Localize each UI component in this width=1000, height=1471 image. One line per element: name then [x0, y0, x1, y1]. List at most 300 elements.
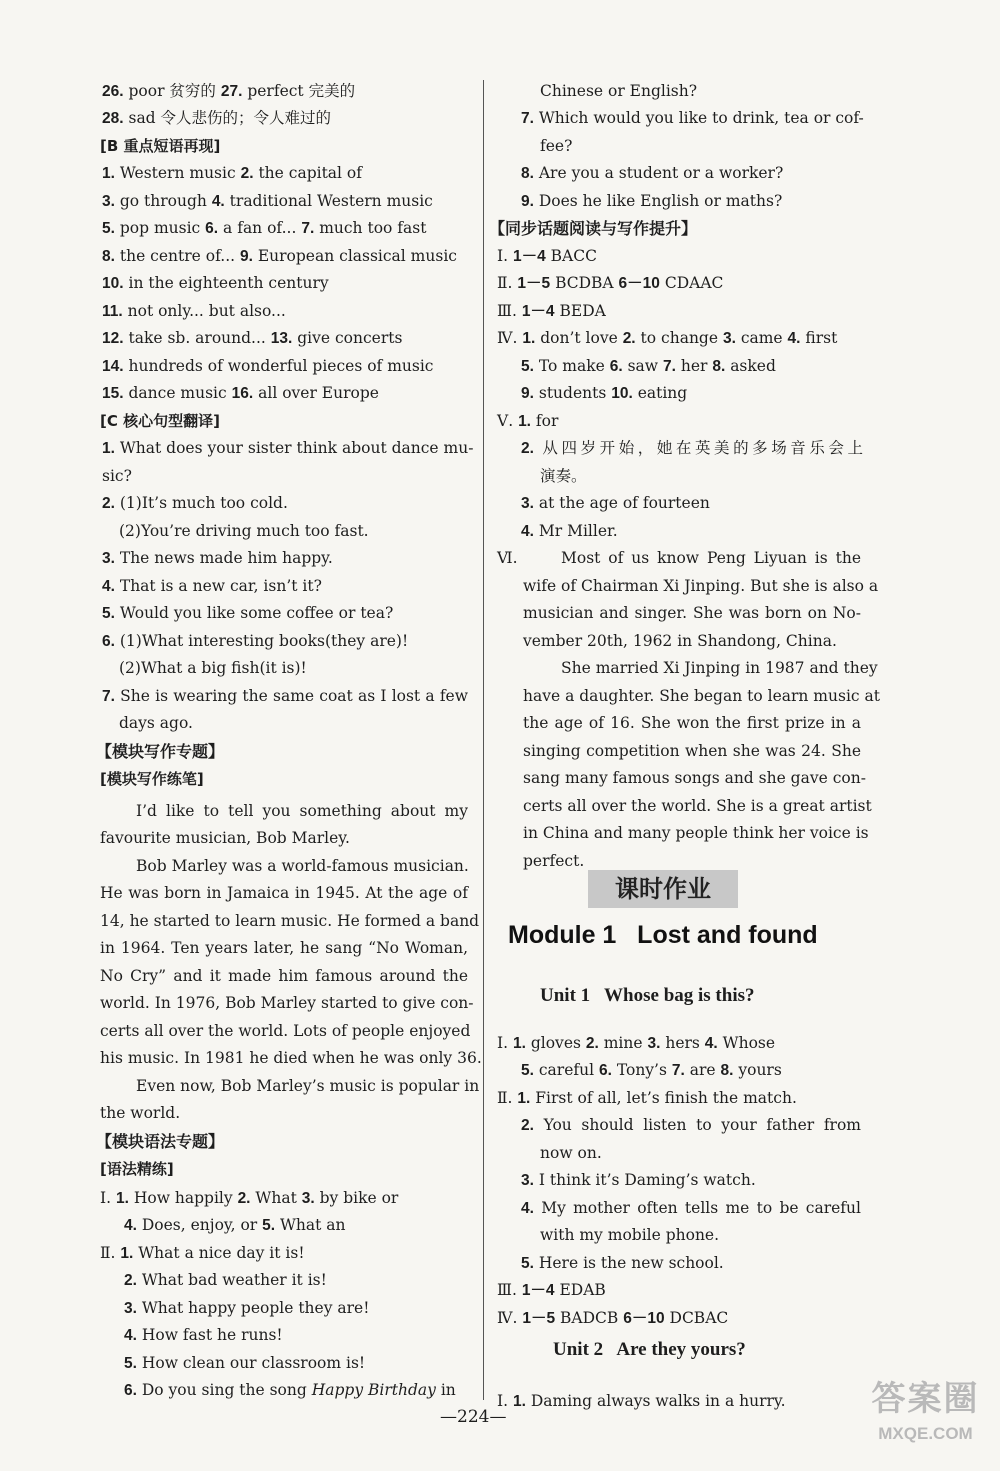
item-number: 3. — [722, 330, 736, 347]
text-span: the world. — [100, 1104, 181, 1122]
text-span: Ⅰ. — [497, 247, 513, 265]
text-line — [100, 825, 350, 852]
item-number: 9. — [521, 385, 534, 402]
text-line — [102, 628, 408, 655]
text-span: traditional Western music — [224, 192, 433, 210]
text-span: BADCB — [555, 1309, 624, 1327]
text-line — [124, 1212, 346, 1239]
text-line — [523, 573, 879, 600]
text-span: How clean our classroom is! — [136, 1354, 366, 1372]
text-span: [模块写作练笔] — [100, 770, 204, 788]
text-span: What does your sister think about dance mu- — [114, 439, 474, 457]
text-line — [523, 820, 869, 847]
text-line — [523, 738, 861, 765]
section-title: 课时作业 — [588, 870, 738, 908]
watermark-logo-text: 答案圈 — [871, 1380, 980, 1418]
item-number: 7. — [662, 358, 676, 375]
text-span: What a nice day it is! — [133, 1244, 305, 1262]
item-number: 8. — [712, 358, 726, 375]
item-number: 5. — [102, 220, 115, 237]
text-line — [124, 1377, 456, 1404]
item-number: 3. — [124, 1300, 137, 1317]
text-span: Ⅱ. — [497, 274, 518, 292]
item-number: 1. — [115, 1190, 129, 1207]
text-span: Daming always walks in a hurry. — [525, 1392, 786, 1410]
text-span: with my mobile phone. — [540, 1226, 720, 1244]
text-line — [540, 78, 697, 105]
text-span: (1)What interesting books(they are)! — [114, 632, 409, 650]
text-line — [100, 1018, 471, 1045]
text-span: EDAB — [554, 1281, 606, 1299]
text-line — [561, 655, 878, 682]
text-span: European classical music — [252, 247, 457, 265]
item-number: 26. — [102, 83, 124, 100]
item-number: 14. — [102, 358, 124, 375]
text-span: first — [800, 329, 838, 347]
text-line — [540, 1222, 719, 1249]
item-number: 4. — [124, 1217, 137, 1234]
text-span: Ⅱ. — [100, 1244, 121, 1262]
text-line — [521, 1195, 861, 1222]
text-line — [124, 1295, 369, 1322]
item-number: 4. — [521, 1200, 534, 1217]
text-span: 【同步话题阅读与写作提升】 — [489, 219, 698, 238]
text-span: Ⅳ. — [497, 1309, 523, 1327]
text-line — [102, 325, 402, 352]
page-number: —224— — [440, 1407, 507, 1427]
text-span: BCDBA — [550, 274, 619, 292]
text-line — [521, 160, 783, 187]
item-number: 2. — [124, 1272, 137, 1289]
text-span: Ⅴ. — [497, 412, 519, 430]
text-span: 演奏。 — [540, 467, 587, 485]
text-line — [102, 435, 474, 462]
text-span: much too fast — [314, 219, 427, 237]
text-line — [102, 490, 288, 517]
item-number: 2. — [102, 495, 115, 512]
text-span: No Cry” and it made him famous around the — [100, 967, 468, 985]
text-line — [521, 188, 782, 215]
text-line — [521, 1250, 724, 1277]
text-span: eating — [632, 384, 688, 402]
text-line — [523, 710, 861, 737]
text-line — [100, 766, 204, 793]
text-span: the age of 16. She won the first prize in a — [523, 714, 861, 732]
item-number: 6. — [609, 358, 623, 375]
text-span: Ⅰ. — [497, 1034, 513, 1052]
text-span: He was born in Jamaica in 1945. At the age of — [100, 884, 468, 902]
text-line — [523, 683, 880, 710]
text-line — [497, 298, 606, 325]
text-span: BEDA — [554, 302, 606, 320]
item-number: 1. — [512, 1035, 526, 1052]
item-number: 1－4 — [512, 248, 546, 265]
item-number: 3. — [102, 193, 115, 210]
text-span: Ⅰ. — [100, 1189, 116, 1207]
text-span: She is wearing the same coat as I lost a few — [114, 687, 468, 705]
text-line — [540, 463, 587, 490]
item-number: 7. — [102, 688, 115, 705]
text-span: her — [675, 357, 713, 375]
text-span: First of all, let’s finish the match. — [530, 1089, 797, 1107]
text-span: Would you like some coffee or tea? — [114, 604, 394, 622]
text-span: (1)It’s much too cold. — [114, 494, 288, 512]
text-line — [102, 105, 331, 132]
text-line — [136, 853, 468, 880]
text-span: in China and many people think her voice is — [523, 824, 869, 842]
text-span: Ⅰ. — [497, 1392, 513, 1410]
text-span: Does, enjoy, or — [136, 1216, 263, 1234]
item-number: 7. — [301, 220, 315, 237]
text-span: don’t love — [535, 329, 623, 347]
text-line — [497, 325, 837, 352]
item-number: 3. — [521, 495, 534, 512]
text-span: perfect 完美的 — [242, 82, 356, 100]
text-line — [521, 435, 863, 462]
text-span: 【模块语法专题】 — [96, 1132, 225, 1151]
text-line — [102, 298, 286, 325]
item-number: 5. — [521, 1062, 534, 1079]
text-span: What bad weather it is! — [136, 1271, 327, 1289]
text-span: Mr Miller. — [533, 522, 618, 540]
text-line — [497, 1388, 786, 1415]
text-span: Ⅱ. — [497, 1089, 518, 1107]
text-line — [124, 1267, 327, 1294]
text-span: perfect. — [523, 852, 585, 870]
text-span: saw — [622, 357, 663, 375]
text-span: What an — [275, 1216, 346, 1234]
text-span: I think it’s Daming’s watch. — [533, 1171, 756, 1189]
text-line — [100, 1156, 174, 1183]
text-span: the centre of... — [114, 247, 240, 265]
item-number: 15. — [102, 385, 124, 402]
text-span: Ⅲ. — [497, 302, 522, 320]
text-span: certs all over the world. Lots of people enjoyed — [100, 1022, 471, 1040]
text-span: Do you sing the song — [136, 1381, 312, 1399]
text-span: a fan of... — [218, 219, 302, 237]
text-span: How fast he runs! — [136, 1326, 283, 1344]
text-span: fee? — [540, 137, 573, 155]
text-line — [102, 463, 132, 490]
text-span: To make — [533, 357, 610, 375]
text-line — [521, 380, 687, 407]
text-line — [489, 215, 697, 242]
text-span: Tony’s — [611, 1061, 672, 1079]
text-line — [561, 545, 861, 572]
text-span: came — [735, 329, 788, 347]
text-line — [100, 963, 468, 990]
text-line — [136, 1073, 480, 1100]
text-span: I’d like to tell you something about my — [136, 802, 468, 820]
text-span: to change — [635, 329, 723, 347]
item-number: 4. — [124, 1327, 137, 1344]
text-span: That is a new car, isn’t it? — [114, 577, 322, 595]
text-span: wife of Chairman Xi Jinping. But she is also a — [523, 577, 879, 595]
text-span: in the eighteenth century — [123, 274, 329, 292]
text-span: Ⅲ. — [497, 1281, 522, 1299]
text-line — [521, 490, 710, 517]
text-span: hers — [660, 1034, 705, 1052]
item-number: 7. — [671, 1062, 685, 1079]
item-number: 1. — [517, 1090, 531, 1107]
item-number: 4. — [704, 1035, 718, 1052]
item-number: 1. — [518, 413, 531, 430]
text-line — [124, 1350, 365, 1377]
text-line — [102, 243, 457, 270]
text-span: the capital of — [253, 164, 362, 182]
text-span: pop music — [114, 219, 206, 237]
text-line — [100, 908, 480, 935]
text-span: The news made him happy. — [114, 549, 333, 567]
item-number: 2. — [622, 330, 636, 347]
item-number: 4. — [211, 193, 225, 210]
text-line — [100, 408, 220, 435]
text-span: Are you a student or a worker? — [533, 164, 784, 182]
item-number: 4. — [102, 578, 115, 595]
item-number: 6. — [102, 633, 115, 650]
text-span: careful — [533, 1061, 599, 1079]
text-span: Ⅳ. — [497, 329, 523, 347]
text-line — [497, 243, 597, 270]
item-number: 4. — [787, 330, 801, 347]
text-span: How happily — [128, 1189, 238, 1207]
item-number: 3. — [521, 1172, 534, 1189]
item-number: 2. — [521, 440, 534, 457]
text-span: favourite musician, Bob Marley. — [100, 829, 350, 847]
text-line — [497, 270, 723, 297]
item-number: 6. — [124, 1382, 137, 1399]
text-span: 14, he started to learn music. He formed a band — [100, 912, 480, 930]
text-span: She married Xi Jinping in 1987 and they — [561, 659, 878, 677]
item-number: 27. — [220, 83, 243, 100]
text-span: go through — [114, 192, 212, 210]
text-span: mine — [598, 1034, 648, 1052]
module-title: Module 1 Lost and found — [508, 921, 818, 949]
item-number: 7. — [521, 110, 534, 127]
text-span: sad 令人悲伤的；令人难过的 — [123, 109, 332, 127]
item-number: 11. — [102, 303, 123, 320]
item-number: 8. — [102, 248, 115, 265]
text-span: [语法精练] — [100, 1160, 174, 1178]
item-number: 5. — [521, 1255, 534, 1272]
text-line — [102, 683, 468, 710]
item-number: 1. — [120, 1245, 134, 1262]
text-line — [497, 545, 518, 572]
text-line — [100, 133, 220, 160]
text-span: CDAAC — [659, 274, 724, 292]
item-number: 12. — [102, 330, 124, 347]
text-line — [521, 1167, 756, 1194]
text-span: take sb. around... — [123, 329, 271, 347]
text-line — [523, 848, 584, 875]
text-span: (2)You’re driving much too fast. — [119, 522, 369, 540]
text-span: Which would you like to drink, tea or cof- — [533, 109, 864, 127]
text-line — [102, 573, 322, 600]
text-line — [102, 353, 434, 380]
text-span: world. In 1976, Bob Marley started to give con- — [100, 994, 474, 1012]
text-span: BACC — [545, 247, 597, 265]
text-line — [100, 1240, 305, 1267]
text-span: Whose — [717, 1034, 776, 1052]
watermark-url: MXQE.COM — [878, 1424, 973, 1443]
text-span: What — [250, 1189, 302, 1207]
item-number: 10. — [611, 385, 633, 402]
text-line — [523, 600, 861, 627]
text-span: 从四岁开始，她在英美的多场音乐会上 — [533, 439, 863, 457]
item-number: 4. — [521, 523, 534, 540]
text-span: You should listen to your father from — [533, 1116, 861, 1134]
text-span: now on. — [540, 1144, 602, 1162]
item-number: 2. — [240, 165, 254, 182]
text-line — [497, 1085, 797, 1112]
item-number: 10. — [102, 275, 124, 292]
unit1-title: Unit 1 Whose bag is this? — [540, 985, 755, 1006]
item-number: 2. — [585, 1035, 599, 1052]
text-span: (2)What a big fish(it is)! — [119, 659, 307, 677]
text-line — [497, 1030, 775, 1057]
item-number: 3. — [301, 1190, 315, 1207]
text-span: at the age of fourteen — [533, 494, 710, 512]
text-line — [540, 1140, 602, 1167]
text-line — [102, 188, 433, 215]
text-span: My mother often tells me to be careful — [533, 1199, 861, 1217]
text-span: sic? — [102, 467, 132, 485]
item-number: 13. — [270, 330, 293, 347]
text-line — [523, 765, 866, 792]
item-number: 6－10 — [623, 1310, 665, 1327]
item-number: 1. — [512, 1393, 526, 1410]
item-number: 1. — [522, 330, 536, 347]
text-line — [100, 1045, 482, 1072]
text-span: certs all over the world. She is a great artist — [523, 797, 872, 815]
text-line — [102, 160, 362, 187]
text-span: DCBAC — [664, 1309, 729, 1327]
item-number: 8. — [521, 165, 534, 182]
text-span: Western music — [114, 164, 241, 182]
text-span: for — [531, 412, 559, 430]
item-number: 6－10 — [618, 275, 660, 292]
item-number: 6. — [205, 220, 219, 237]
item-number: 2. — [521, 1117, 534, 1134]
text-line — [119, 710, 193, 737]
text-span: in 1964. Ten years later, he sang “No Woman, — [100, 939, 468, 957]
text-span: yours — [733, 1061, 782, 1079]
watermark-logo — [858, 1375, 993, 1465]
item-number: 1－4 — [521, 1282, 555, 1299]
text-line — [523, 793, 872, 820]
text-span: poor 贫穷的 — [123, 82, 221, 100]
text-line — [521, 1057, 782, 1084]
text-line — [102, 380, 379, 407]
item-number: 5. — [124, 1355, 137, 1372]
text-line — [100, 1100, 180, 1127]
item-number: 16. — [231, 385, 254, 402]
text-span: days ago. — [119, 714, 193, 732]
text-span: Ⅵ. — [497, 549, 518, 567]
text-span: sang many famous songs and she gave con- — [523, 769, 866, 787]
item-number: 1. — [102, 440, 115, 457]
column-divider — [483, 80, 484, 1400]
text-span: 【模块写作专题】 — [96, 742, 225, 761]
text-span: What happy people they are! — [136, 1299, 370, 1317]
text-span: by bike or — [314, 1189, 399, 1207]
text-line — [102, 600, 393, 627]
text-span: Even now, Bob Marley’s music is popular in — [136, 1077, 480, 1095]
item-number: 6. — [598, 1062, 612, 1079]
text-line — [497, 1277, 606, 1304]
item-number: 3. — [102, 550, 115, 567]
text-span: musician and singer. She was born on No- — [523, 604, 861, 622]
text-span: students — [533, 384, 612, 402]
item-number: 1－5 — [522, 1310, 556, 1327]
item-number: 28. — [102, 110, 124, 127]
text-line — [540, 133, 572, 160]
text-line — [100, 935, 468, 962]
text-line — [119, 655, 307, 682]
text-line — [100, 880, 468, 907]
text-line — [102, 215, 426, 242]
text-line — [119, 518, 369, 545]
item-number: 1－5 — [517, 275, 551, 292]
text-line — [521, 518, 618, 545]
item-number: 9. — [239, 248, 253, 265]
text-span: Chinese or English? — [540, 82, 698, 100]
item-number: 5. — [102, 605, 115, 622]
text-span: give concerts — [292, 329, 403, 347]
text-span: Most of us know Peng Liyuan is the — [561, 549, 861, 567]
text-line — [96, 1128, 224, 1155]
text-span: are — [684, 1061, 721, 1079]
item-number: 5. — [262, 1217, 276, 1234]
text-line — [521, 353, 776, 380]
text-span: Here is the new school. — [533, 1254, 724, 1272]
text-span: Happy Birthday — [311, 1381, 436, 1399]
text-span: hundreds of wonderful pieces of music — [123, 357, 434, 375]
text-line — [102, 545, 333, 572]
text-line — [100, 990, 474, 1017]
item-number: 9. — [521, 193, 534, 210]
item-number: 2. — [237, 1190, 251, 1207]
text-line — [102, 270, 329, 297]
text-span: Does he like English or maths? — [533, 192, 783, 210]
text-span: not only... but also... — [122, 302, 286, 320]
text-span: Bob Marley was a world-famous musician. — [136, 857, 469, 875]
text-span: his music. In 1981 he died when he was only 36. — [100, 1049, 482, 1067]
unit2-title: Unit 2 Are they yours? — [553, 1339, 746, 1360]
item-number: 3. — [647, 1035, 661, 1052]
text-span: dance music — [123, 384, 232, 402]
text-span: gloves — [525, 1034, 586, 1052]
item-number: 5. — [521, 358, 534, 375]
item-number: 1－4 — [521, 303, 555, 320]
text-span: in — [435, 1381, 456, 1399]
item-number: 1. — [102, 165, 115, 182]
text-line — [136, 798, 468, 825]
text-span: all over Europe — [253, 384, 379, 402]
item-number: 8. — [720, 1062, 734, 1079]
text-span: asked — [725, 357, 776, 375]
text-line — [521, 1112, 861, 1139]
text-span: singing competition when she was 24. She — [523, 742, 861, 760]
text-span: have a daughter. She began to learn music at — [523, 687, 880, 705]
text-line — [96, 738, 224, 765]
text-line — [523, 628, 837, 655]
text-line — [100, 1185, 398, 1212]
text-line — [497, 408, 558, 435]
text-span: vember 20th, 1962 in Shandong, China. — [523, 632, 837, 650]
text-line — [124, 1322, 283, 1349]
text-line — [521, 105, 863, 132]
